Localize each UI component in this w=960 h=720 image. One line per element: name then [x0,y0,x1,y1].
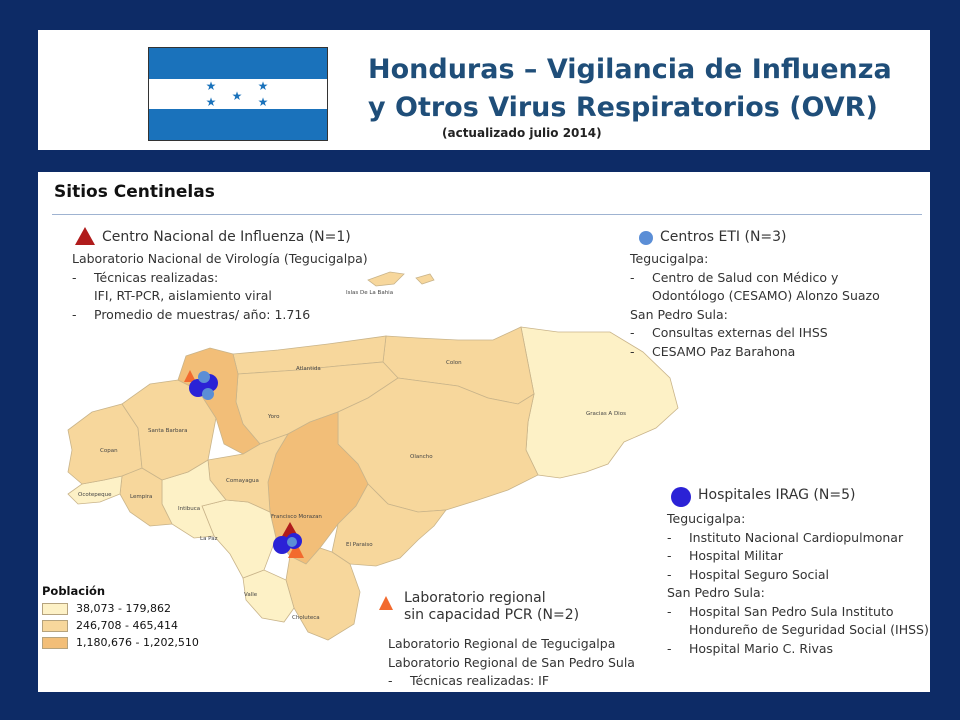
label-lempira: Lempira [130,494,153,500]
eti-site-2: Consultas externas del IHSS [652,325,828,340]
legend-swatch [42,637,68,649]
label-yoro: Yoro [268,414,280,420]
irag-site-2: Hospital Militar [689,548,783,563]
page-subtitle: (actualizado julio 2014) [442,126,602,140]
irag-legend-icon [671,487,691,507]
label-santa-barbara: Santa Barbara [148,428,188,434]
irag-details [667,510,929,658]
irag-site-5: Hospital Mario C. Rivas [689,640,834,656]
cni-techniques: Técnicas realizadas: [94,269,219,285]
bullet-dash: - [667,603,672,619]
irag-info-block [698,486,855,505]
label-olancho: Olancho [410,454,433,460]
bullet-dash: - [72,269,77,285]
eti-details [630,250,880,361]
irag-city-san-pedro-sula: San Pedro Sula: [667,585,765,600]
label-gracias-a-dios: Gracias A Dios [586,411,626,417]
eti-city-san-pedro-sula: San Pedro Sula: [630,306,728,322]
cni-lab-name: Laboratorio Nacional de Virología (Tegucigalpa) [72,251,368,266]
eti-header: Centros ETI (N=3) [660,229,787,245]
bullet-dash: - [630,269,635,285]
label-el-paraiso: El Paraiso [346,542,373,548]
legend-row [42,634,199,651]
panel-title: Sitios Centinelas [54,182,215,202]
label-choluteca: Choluteca [292,615,320,621]
eti-marker-sps-1[interactable] [198,371,210,383]
cni-details [72,250,368,324]
bullet-dash: - [630,325,635,340]
population-legend [42,584,199,651]
bullet-dash: - [667,640,672,656]
lab-legend-icon [379,596,393,610]
bullet-dash: - [667,566,672,582]
label-islas-de-la-bahia: Islas De La Bahia [346,290,394,296]
label-atlantida: Atlantida [296,366,321,372]
legend-swatch [42,620,68,632]
irag-site-4-cont: Hondureño de Seguridad Social (IHSS) [689,622,929,637]
eti-city-tegucigalpa: Tegucigalpa: [630,251,709,266]
irag-city-tegucigalpa: Tegucigalpa: [667,511,746,526]
irag-site-4: Hospital San Pedro Sula Instituto [689,603,894,619]
lab-techniques: Técnicas realizadas: IF [410,673,550,688]
label-ocotepeque: Ocotepeque [78,492,112,498]
flag-bottom-stripe [149,109,327,140]
eti-site-1: Centro de Salud con Médico y [652,269,839,285]
eti-marker-sps-2[interactable] [202,388,214,400]
irag-header: Hospitales IRAG (N=5) [698,487,856,503]
page-title-line-1: Honduras – Vigilancia de Influenza [368,54,892,85]
cni-info-block [102,228,351,247]
bullet-dash: - [667,548,672,563]
label-copan: Copan [100,448,118,454]
legend-row [42,617,199,634]
region-islas-de-la-bahia [368,272,434,286]
label-intibuca: Intibuca [178,506,201,512]
honduras-flag-icon [148,47,328,141]
legend-range: 38,073 - 179,862 [76,602,171,615]
label-colon: Colon [446,360,462,366]
cni-techniques-list: IFI, RT-PCR, aislamiento viral [94,288,272,303]
irag-site-3: Hospital Seguro Social [689,566,830,582]
svg-text:★: ★ [205,79,217,93]
header-banner [38,30,930,150]
svg-text:★: ★ [231,89,243,103]
lab-site-2: Laboratorio Regional de San Pedro Sula [388,654,635,670]
lab-header-line-2: sin capacidad PCR (N=2) [404,607,580,623]
bullet-dash: - [667,529,672,545]
label-comayagua: Comayagua [226,478,259,484]
svg-text:★: ★ [257,79,269,93]
legend-row [42,600,199,617]
legend-range: 246,708 - 465,414 [76,619,178,632]
svg-text:★: ★ [205,95,217,109]
label-la-paz: La Paz [200,536,218,542]
eti-site-1-cont: Odontólogo (CESAMO) Alonzo Suazo [652,288,880,303]
eti-site-3: CESAMO Paz Barahona [652,343,796,359]
bullet-dash: - [388,673,393,688]
irag-site-1: Instituto Nacional Cardiopulmonar [689,529,904,545]
lab-details [388,635,635,691]
eti-info-block [660,228,787,247]
lab-header-line-1: Laboratorio regional [404,590,546,606]
sentinel-sites-panel [38,172,930,692]
legend-range: 1,180,676 - 1,202,510 [76,636,199,649]
svg-text:★: ★ [257,95,269,109]
eti-marker-tegucigalpa[interactable] [287,537,297,547]
legend-swatch [42,603,68,615]
eti-legend-icon [639,231,653,245]
lab-site-1: Laboratorio Regional de Tegucigalpa [388,636,616,651]
label-francisco-morazan: Francisco Morazan [271,514,322,520]
cni-average-samples: Promedio de muestras/ año: 1.716 [94,306,311,322]
legend-title: Población [42,584,106,598]
lab-info-block [404,590,579,624]
bullet-dash: - [630,343,635,359]
cni-legend-icon [75,227,95,245]
label-valle: Valle [244,592,258,598]
bullet-dash: - [72,306,77,322]
cni-header: Centro Nacional de Influenza (N=1) [102,229,351,245]
flag-top-stripe [149,48,327,79]
title-divider [52,214,922,215]
page-title-line-2: y Otros Virus Respiratorios (OVR) [368,92,878,123]
